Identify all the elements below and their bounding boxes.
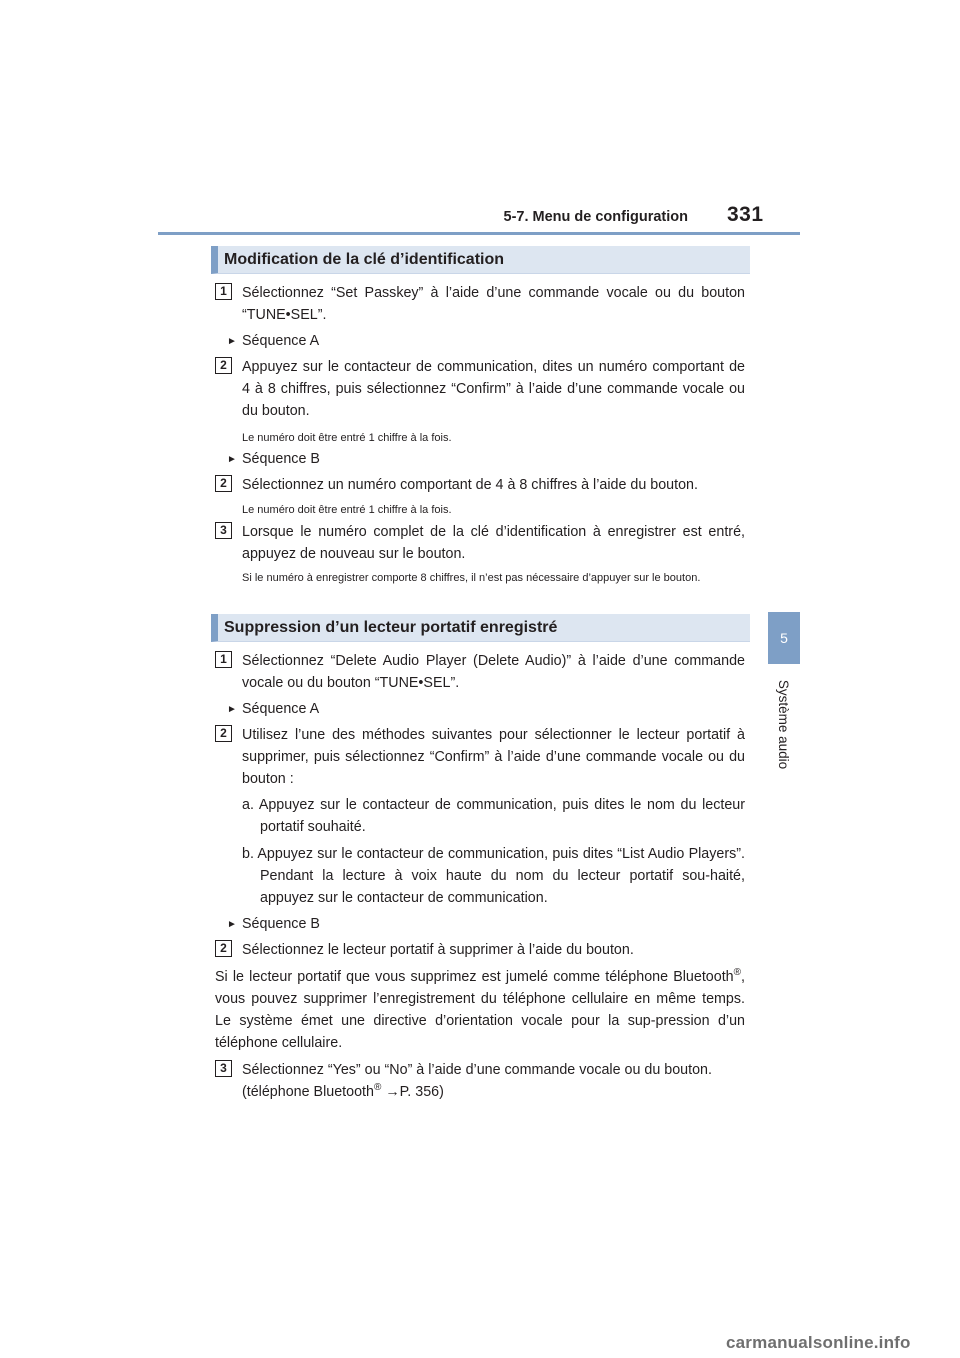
- section-heading-delete-player: [211, 614, 750, 642]
- step-text: Sélectionnez un numéro comportant de 4 à 8 chiffres à l’aide du bouton.: [242, 477, 698, 493]
- step-note: Le numéro doit être entré 1 chiffre à la fois.: [242, 432, 452, 444]
- page-reference: [242, 1081, 745, 1103]
- chapter-label-container: [767, 670, 801, 778]
- chapter-label: Système audio: [776, 679, 792, 769]
- arrow-right-icon: →: [385, 1084, 400, 1100]
- page-number: 331: [727, 203, 764, 226]
- step-text: Sélectionnez “Set Passkey” à l’aide d’une commande vocale ou du bouton “TUNE•SEL”.: [242, 285, 745, 323]
- header-rule: [158, 232, 800, 235]
- step-text: Utilisez l’une des méthodes suivantes pour sélectionner le lecteur portatif à supprimer, puis sélectionnez “Confirm” à l’aide d’une commande vocale ou du bouton :: [242, 727, 745, 787]
- step-number-box: 3: [215, 522, 232, 539]
- step-number-box: 1: [215, 651, 232, 668]
- step-line: Sélectionnez “Yes” ou “No” à l’aide d’une commande vocale ou du bouton.: [242, 1062, 712, 1078]
- watermark: carmanualsonline.info: [726, 1333, 911, 1352]
- step-text: Sélectionnez le lecteur portatif à supprimer à l’aide du bouton.: [242, 942, 634, 958]
- step-text: [242, 1059, 745, 1103]
- section-title: Modification de la clé d’identification: [224, 251, 505, 268]
- sequence-label: [227, 448, 320, 471]
- step-text: Sélectionnez “Delete Audio Player (Delete Audio)” à l’aide d’une commande vocale ou du bouton “TUNE•SEL”.: [242, 653, 745, 691]
- step-number-box: 2: [215, 357, 232, 374]
- triangle-bullet-icon: ►: [227, 704, 237, 715]
- step-text: Lorsque le numéro complet de la clé d’identification à enregistrer est entré, appuyez de nouveau sur le bouton.: [242, 524, 745, 562]
- step-note: Le numéro doit être entré 1 chiffre à la fois.: [242, 504, 452, 516]
- reference-text: (téléphone Bluetooth: [242, 1084, 374, 1100]
- sequence-label: [227, 698, 319, 721]
- sequence-label: [227, 913, 320, 936]
- bluetooth-note-paragraph: [215, 966, 745, 1054]
- sequence-text: Séquence B: [242, 916, 320, 932]
- registered-mark: ®: [733, 967, 742, 979]
- step-text: Appuyez sur le contacteur de communication, dites un numéro comportant de 4 à 8 chiffres, puis sélectionnez “Confirm” à l’aide d’une commande vocale ou du bouton.: [242, 359, 745, 419]
- sequence-text: Séquence A: [242, 333, 320, 349]
- sequence-text: Séquence A: [242, 701, 320, 717]
- step-number-box: 3: [215, 1060, 232, 1077]
- step-number-box: 2: [215, 475, 232, 492]
- reference-page-link[interactable]: P. 356): [399, 1084, 444, 1100]
- sub-item-b: b. Appuyez sur le contacteur de communication, puis dites “List Audio Players”. Pendant la lecture à voix haute du nom du lecteur portatif sou-haité, appuyez sur le contacteur de communication.: [242, 846, 745, 906]
- step-note: Si le numéro à enregistrer comporte 8 chiffres, il n’est pas nécessaire d’appuyer sur le bouton.: [242, 572, 701, 584]
- sub-item-a: a. Appuyez sur le contacteur de communication, puis dites le nom du lecteur portatif souhaité.: [242, 797, 745, 835]
- sequence-label: [227, 330, 319, 353]
- step-number-box: 2: [215, 725, 232, 742]
- triangle-bullet-icon: ►: [227, 336, 237, 347]
- registered-mark: ®: [373, 1082, 382, 1094]
- triangle-bullet-icon: ►: [227, 919, 237, 930]
- section-title: Suppression d’un lecteur portatif enregistré: [224, 619, 558, 636]
- step-number-box: 2: [215, 940, 232, 957]
- chapter-number: 5: [780, 630, 788, 646]
- paragraph-text-start: Si le lecteur portatif que vous supprimez est jumelé comme téléphone Bluetooth: [215, 969, 734, 985]
- step-number-box: 1: [215, 283, 232, 300]
- triangle-bullet-icon: ►: [227, 454, 237, 465]
- paragraph-text-end: , vous pouvez supprimer l’enregistrement du téléphone cellulaire en même temps. Le système émet une directive d’orientation vocale pour la sup-pression d’un téléphone cellulaire.: [215, 969, 745, 1051]
- chapter-tab: [768, 612, 800, 664]
- sequence-text: Séquence B: [242, 451, 320, 467]
- section-heading-passkey: [211, 246, 750, 274]
- running-head: 5-7. Menu de configuration: [503, 209, 688, 225]
